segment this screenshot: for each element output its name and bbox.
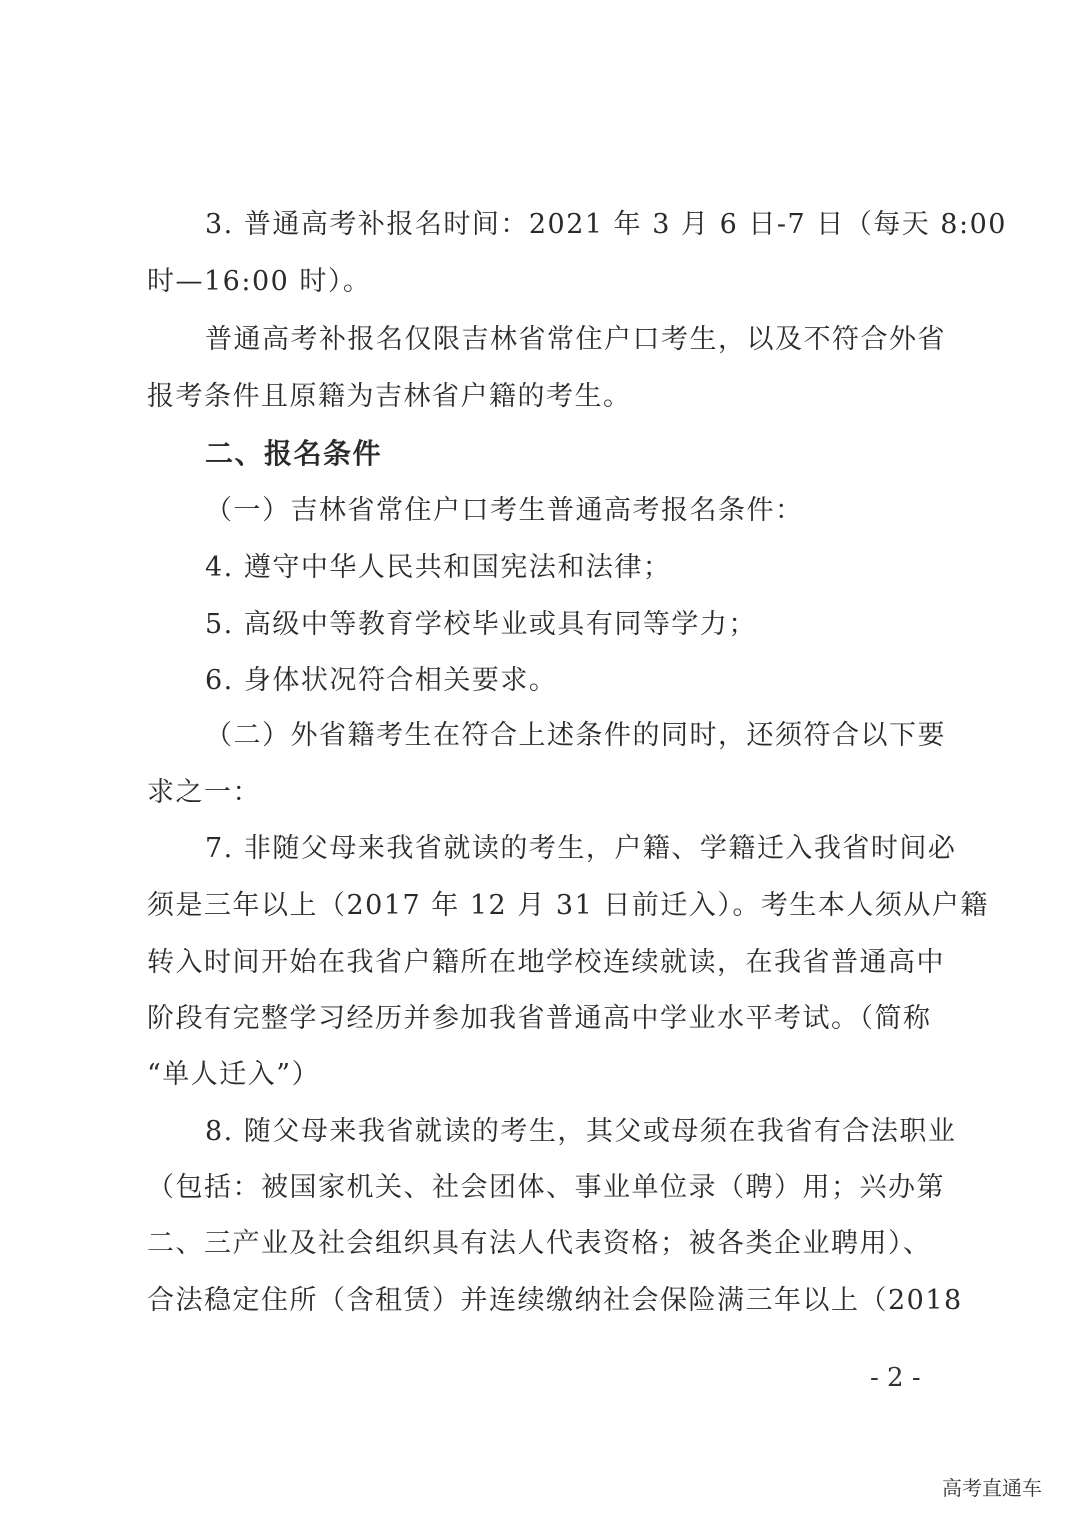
list-item: 6. 身体状况符合相关要求。 bbox=[205, 665, 558, 696]
paragraph-line: 报考条件且原籍为吉林省户籍的考生。 bbox=[147, 381, 632, 412]
paragraph-line: 二、三产业及社会组织具有法人代表资格；被各类企业聘用）、 bbox=[147, 1228, 932, 1259]
section-heading: 二、报名条件 bbox=[205, 437, 383, 470]
paragraph-line: 阶段有完整学习经历并参加我省普通高中学业水平考试。（简称 bbox=[147, 1003, 932, 1034]
subsection-heading: （一）吉林省常住户口考生普通高考报名条件： bbox=[205, 495, 804, 526]
list-item: 5. 高级中等教育学校毕业或具有同等学力； bbox=[205, 609, 757, 640]
source-watermark: 高考直通车 bbox=[942, 1476, 1042, 1500]
paragraph-line: 合法稳定住所（含租赁）并连续缴纳社会保险满三年以上（2018 bbox=[147, 1285, 963, 1316]
list-item: 7. 非随父母来我省就读的考生，户籍、学籍迁入我省时间必 bbox=[205, 833, 957, 864]
paragraph-line: 转入时间开始在我省户籍所在地学校连续就读，在我省普通高中 bbox=[147, 947, 945, 978]
page-number: - 2 - bbox=[870, 1363, 921, 1393]
subsection-heading: （二）外省籍考生在符合上述条件的同时，还须符合以下要 bbox=[205, 720, 946, 751]
paragraph-line: （包括：被国家机关、社会团体、事业单位录（聘）用；兴办第 bbox=[147, 1172, 945, 1203]
paragraph-line: 求之一： bbox=[147, 777, 261, 808]
list-item: 4. 遵守中华人民共和国宪法和法律； bbox=[205, 552, 672, 583]
paragraph-line: “单人迁入”） bbox=[147, 1059, 321, 1090]
paragraph-line: 须是三年以上（2017 年 12 月 31 日前迁入）。考生本人须从户籍 bbox=[147, 890, 989, 921]
list-item: 8. 随父母来我省就读的考生，其父或母须在我省有合法职业 bbox=[205, 1116, 957, 1147]
paragraph-line: 普通高考补报名仅限吉林省常住户口考生，以及不符合外省 bbox=[205, 324, 946, 355]
paragraph-line: 时—16:00 时）。 bbox=[147, 266, 372, 297]
paragraph-line: 3. 普通高考补报名时间：2021 年 3 月 6 日-7 日（每天 8:00 bbox=[205, 209, 1007, 240]
